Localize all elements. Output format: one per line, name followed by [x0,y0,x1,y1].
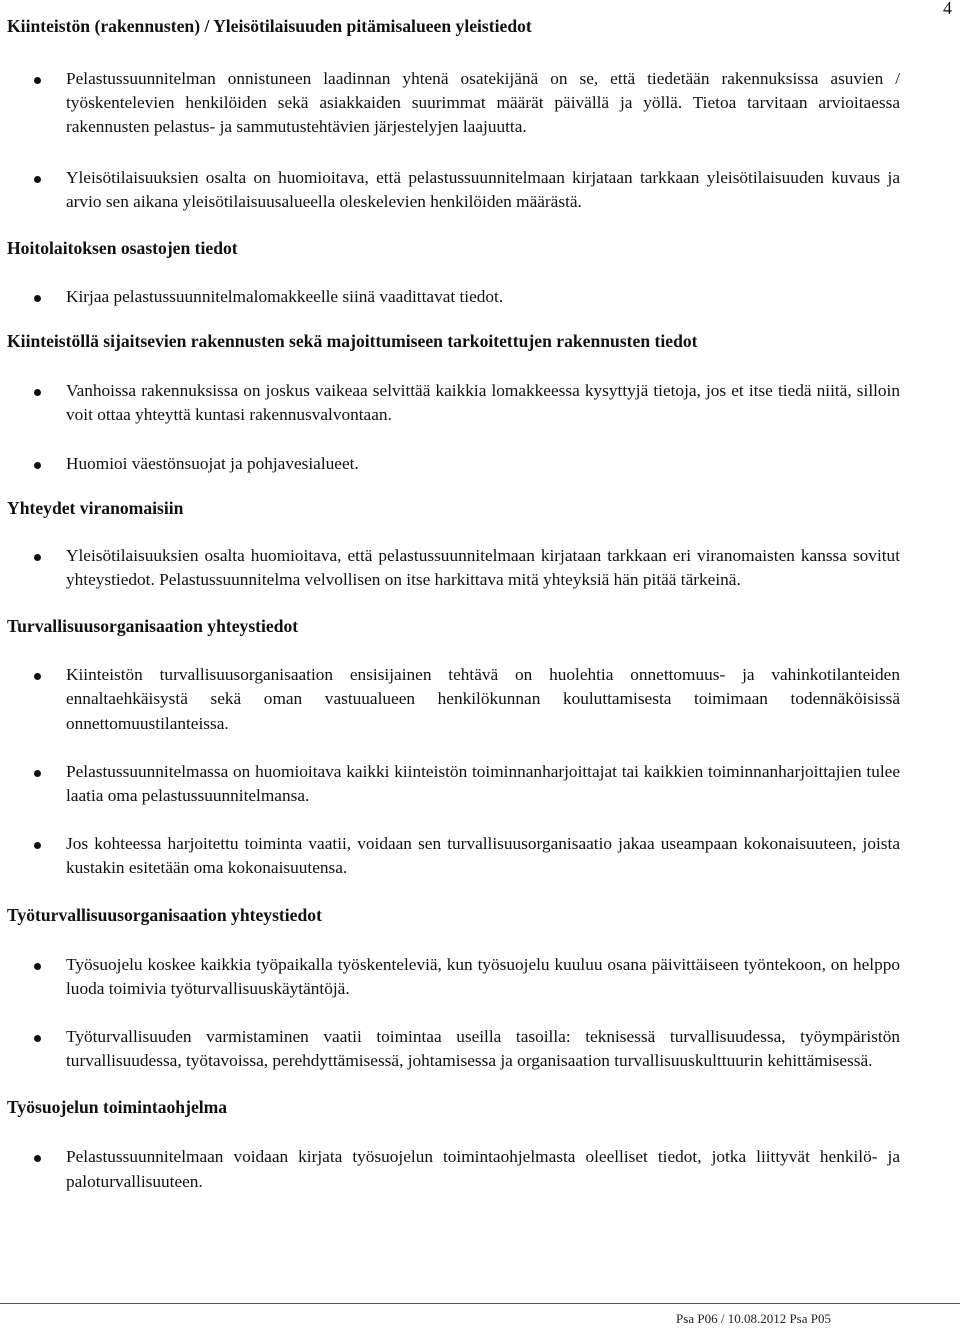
footer-document-code: Psa P06 / 10.08.2012 Psa P05 [676,1311,831,1326]
page-number: 4 [943,0,952,18]
section-title: Työturvallisuusorganisaation yhteystiedot [7,904,322,925]
list-item [7,832,900,880]
list-item [7,760,900,808]
list-item-text: Yleisötilaisuuksien osalta huomioitava, että pelastussuunnitelmaan kirjataan tarkkaan eri viranomaisten kanssa sovitut yhteystiedot. Pelastussuunnitelma velvollisen on itse harkittava mitä yhteyksiä hän pitää tärkeinä. [66,545,900,590]
bullet-icon [34,77,41,84]
section-title: Hoitolaitoksen osastojen tiedot [7,238,238,259]
list-item [7,1145,900,1193]
list-item-text: Pelastussuunnitelmassa on huomioitava kaikki kiinteistön toiminnanharjoittajat tai kaikkien toiminnanharjoittajien tulee laatia oma pelastussuunnitelmansa. [66,761,900,806]
section-title: Yhteydet viranomaisiin [7,497,184,518]
list-item-text: Jos kohteessa harjoitettu toiminta vaatii, voidaan sen turvallisuusorganisaatio jakaa useampaan kokonaisuuteen, joista kustakin esitetään oma kokonaisuutensa. [66,834,900,878]
footer-divider [0,1303,960,1304]
list-item [7,1025,900,1073]
list-item-text: Kirjaa pelastussuunnitelmalomakkeelle siinä vaadittavat tiedot. [66,287,504,307]
document-body [7,14,900,1194]
section-title: Turvallisuusorganisaation yhteystiedot [7,616,299,637]
bullet-list [7,379,900,476]
list-item-text: Huomioi väestönsuojat ja pohjavesialueet. [66,453,359,473]
bullet-list [7,953,900,1074]
bullet-icon [34,1155,41,1162]
bullet-icon [34,389,41,396]
bullet-list [7,67,900,214]
list-item-text: Yleisötilaisuuksien osalta on huomioitava, että pelastussuunnitelmaan kirjataan tarkkaan yleisötilaisuuden kuvaus ja arvio sen aikana yleisötilaisuusalueella oleskelevien henkilöiden määrästä. [66,167,900,211]
bullet-icon [34,770,41,777]
bullet-icon [34,963,41,970]
bullet-list [7,663,900,880]
list-item-text: Pelastussuunnitelmaan voidaan kirjata työsuojelun toimintaohjelmasta oleelliset tiedot, jotka liittyvät henkilö- ja paloturvallisuuteen. [66,1147,900,1191]
bullet-icon [34,176,41,183]
list-item-text: Työturvallisuuden varmistaminen vaatii toimintaa useilla tasoilla: teknisessä turvallisuudessa, työympäristön turvallisuudessa, työtavoissa, perehdyttämisessä, johtamisessa ja organisaation turvallisuuskulttuurin kehittämisessä. [66,1027,900,1071]
list-item-text: Vanhoissa rakennuksissa on joskus vaikeaa selvittää kaikkia lomakkeessa kysyttyjä tietoja, jos et itse tiedä niitä, silloin voit ottaa yhteyttä kuntasi rakennusvalvontaan. [66,381,900,425]
bullet-icon [34,295,41,302]
list-item-text: Pelastussuunnitelman onnistuneen laadinnan yhtenä osatekijänä on se, että tiedetään rakennuksissa asuvien / työskentelevien henkilöiden sekä asiakkaiden suurimmat määrät päivällä ja yöllä. Tietoa tarvitaan arvioitaessa rakennusten pelastus- ja sammutustehtävien järjestelyjen laajuutta. [66,69,900,137]
list-item [7,166,900,214]
list-item [7,379,900,427]
list-item [7,544,900,592]
list-item [7,285,900,309]
bullet-list [7,544,900,592]
bullet-icon [34,673,41,680]
bullet-icon [34,554,41,561]
section-title: Työsuojelun toimintaohjelma [7,1097,228,1118]
list-item-text: Työsuojelu koskee kaikkia työpaikalla työskenteleviä, kun työsuojelu kuuluu osana päivittäiseen työntekoon, on helppo luoda toimivia työturvallisuuskäytäntöjä. [66,954,900,998]
section-title: Kiinteistöllä sijaitsevien rakennusten sekä majoittumiseen tarkoitettujen rakennusten tiedot [7,331,698,352]
bullet-icon [34,1035,41,1042]
list-item-text: Kiinteistön turvallisuusorganisaation ensisijainen tehtävä on huolehtia onnettomuus- ja vahinkotilanteiden ennaltaehkäisystä sekä oman vastuualueen henkilökunnan kouluttamisesta toimimaan todennäköisissä onnettomuustilanteissa. [66,665,900,733]
bullet-icon [34,462,41,469]
list-item [7,953,900,1001]
list-item [7,67,900,140]
bullet-list [7,285,900,309]
bullet-icon [34,842,41,849]
list-item [7,663,900,736]
section-title: Kiinteistön (rakennusten) / Yleisötilaisuuden pitämisalueen yleistiedot [7,16,532,36]
list-item [7,452,900,476]
bullet-list [7,1145,900,1193]
